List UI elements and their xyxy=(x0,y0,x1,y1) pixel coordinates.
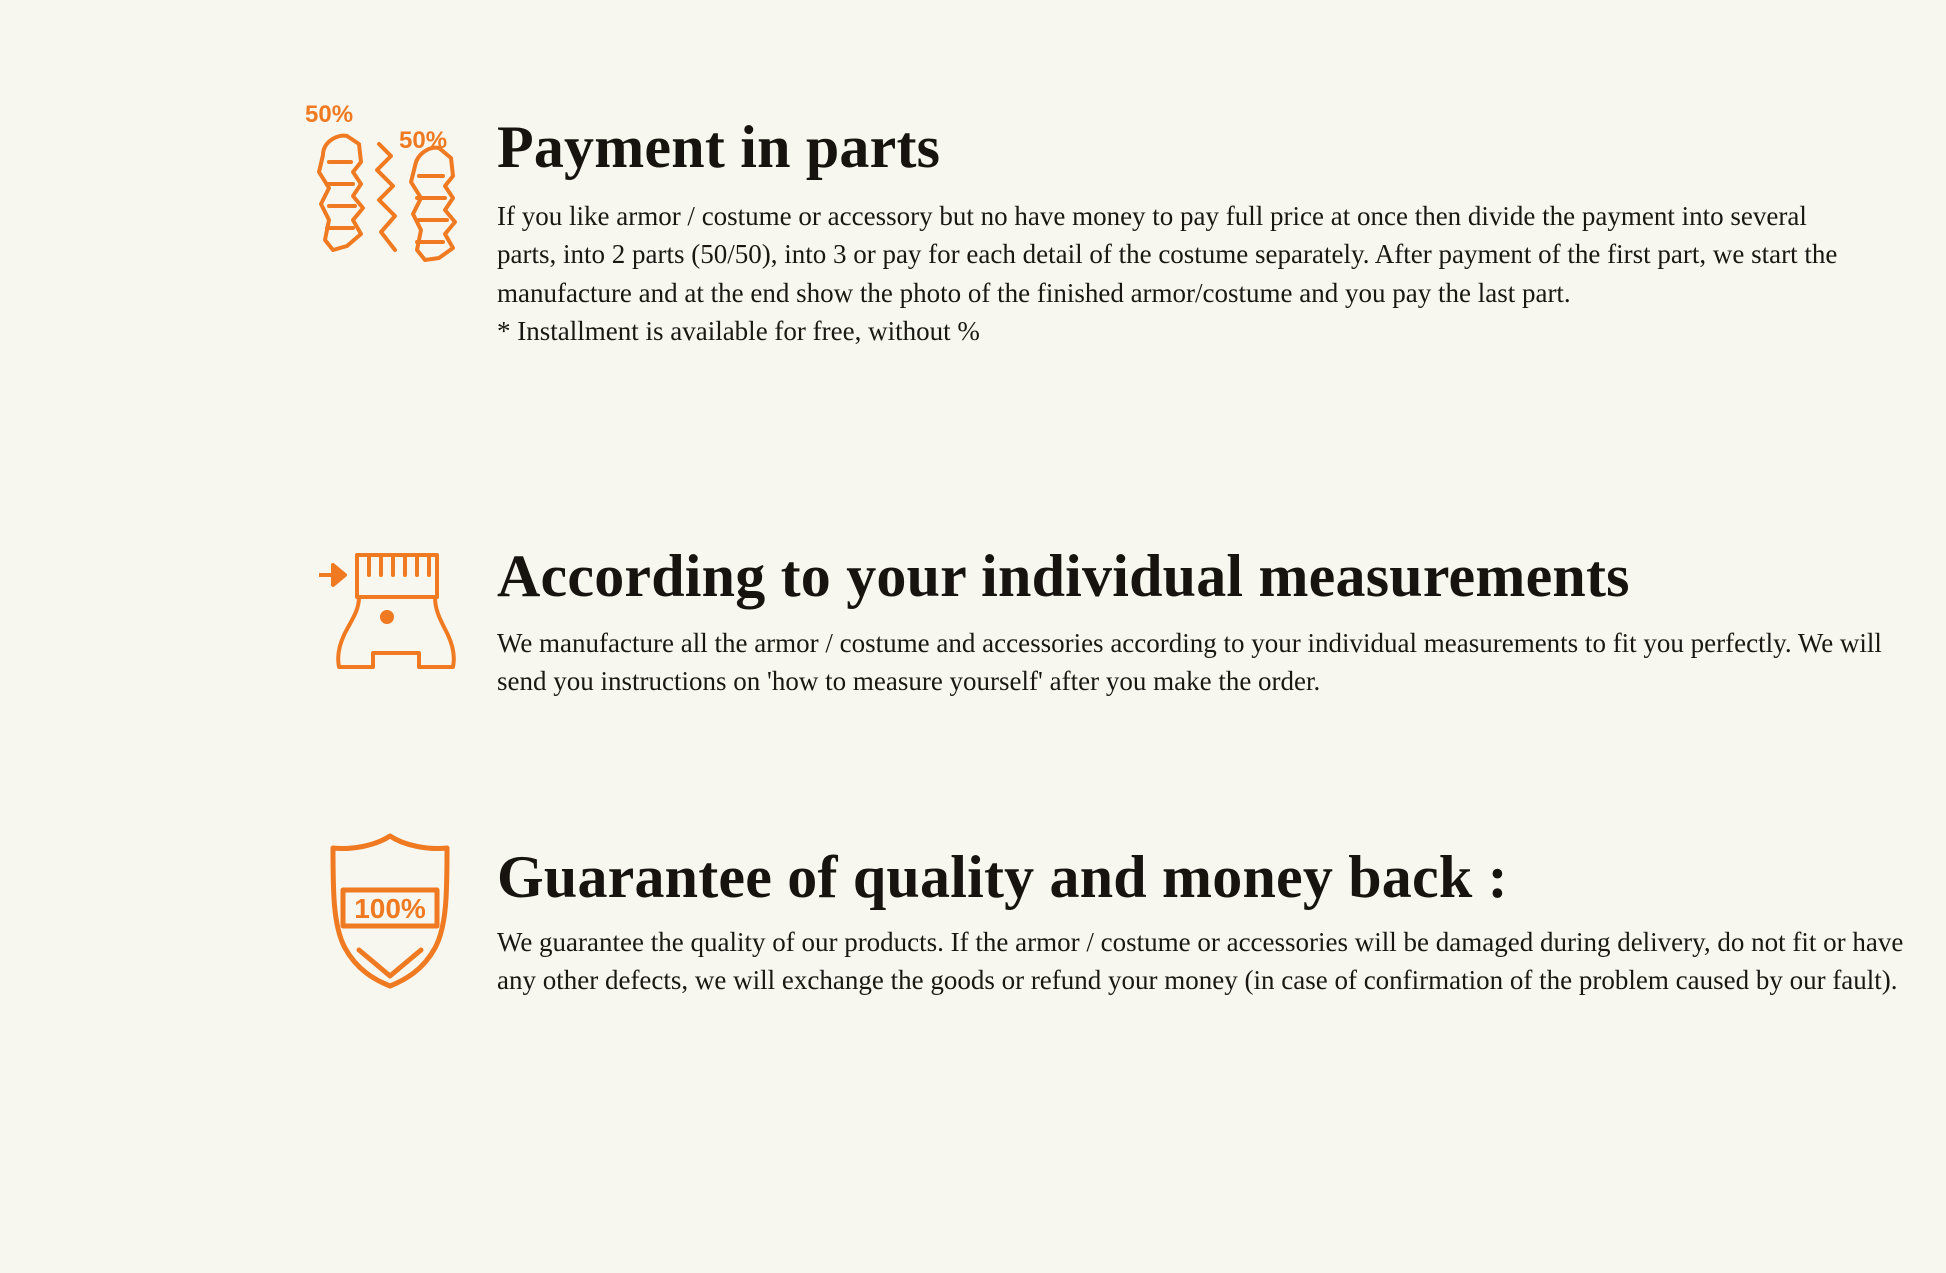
section-guarantee xyxy=(295,830,1915,1000)
section-payment xyxy=(295,100,1855,350)
icon-label-100-percent: 100% xyxy=(354,893,426,924)
measuring-tape-torso-icon xyxy=(315,545,465,675)
body-payment: If you like armor / costume or accessory but no have money to pay full price at once then divide the payment into several parts, into 2 parts (50/50), into 3 or pay for each detail of the costume separately. After payment of the first part, we start the manufacture and at the end show the photo of the finished armor/costume and you pay the last part. xyxy=(497,201,1838,308)
body-guarantee: We guarantee the quality of our products. If the armor / costume or accessories will be damaged during delivery, do not fit or have any other defects, we will exchange the goods or refund your money (in case of confirmation of the problem caused by our fault). xyxy=(497,927,1904,996)
content-measurements xyxy=(485,545,1915,701)
heading-payment: Payment in parts xyxy=(497,114,941,180)
note-payment: * Installment is available for free, without % xyxy=(497,315,980,346)
icon-label-50-right: 50% xyxy=(398,127,447,154)
icon-container-guarantee xyxy=(295,830,485,990)
icon-container-measurements xyxy=(295,545,485,675)
body-measurements: We manufacture all the armor / costume and accessories according to your individual measurements to fit you perfectly. We will send you instructions on 'how to measure yourself' after you make the order. xyxy=(497,628,1882,697)
heading-guarantee: Guarantee of quality and money back : xyxy=(497,844,1508,910)
icon-container-payment xyxy=(295,100,485,290)
arrow-right-icon xyxy=(319,565,345,585)
shield-100-percent-icon xyxy=(315,830,465,990)
waist-point-dot xyxy=(380,610,394,624)
icon-label-50-left: 50% xyxy=(304,101,353,128)
content-guarantee xyxy=(485,830,1915,1000)
split-armor-50-50-icon xyxy=(303,100,478,290)
heading-measurements: According to your individual measurements xyxy=(497,543,1630,609)
content-payment xyxy=(485,100,1855,350)
section-measurements xyxy=(295,545,1915,701)
